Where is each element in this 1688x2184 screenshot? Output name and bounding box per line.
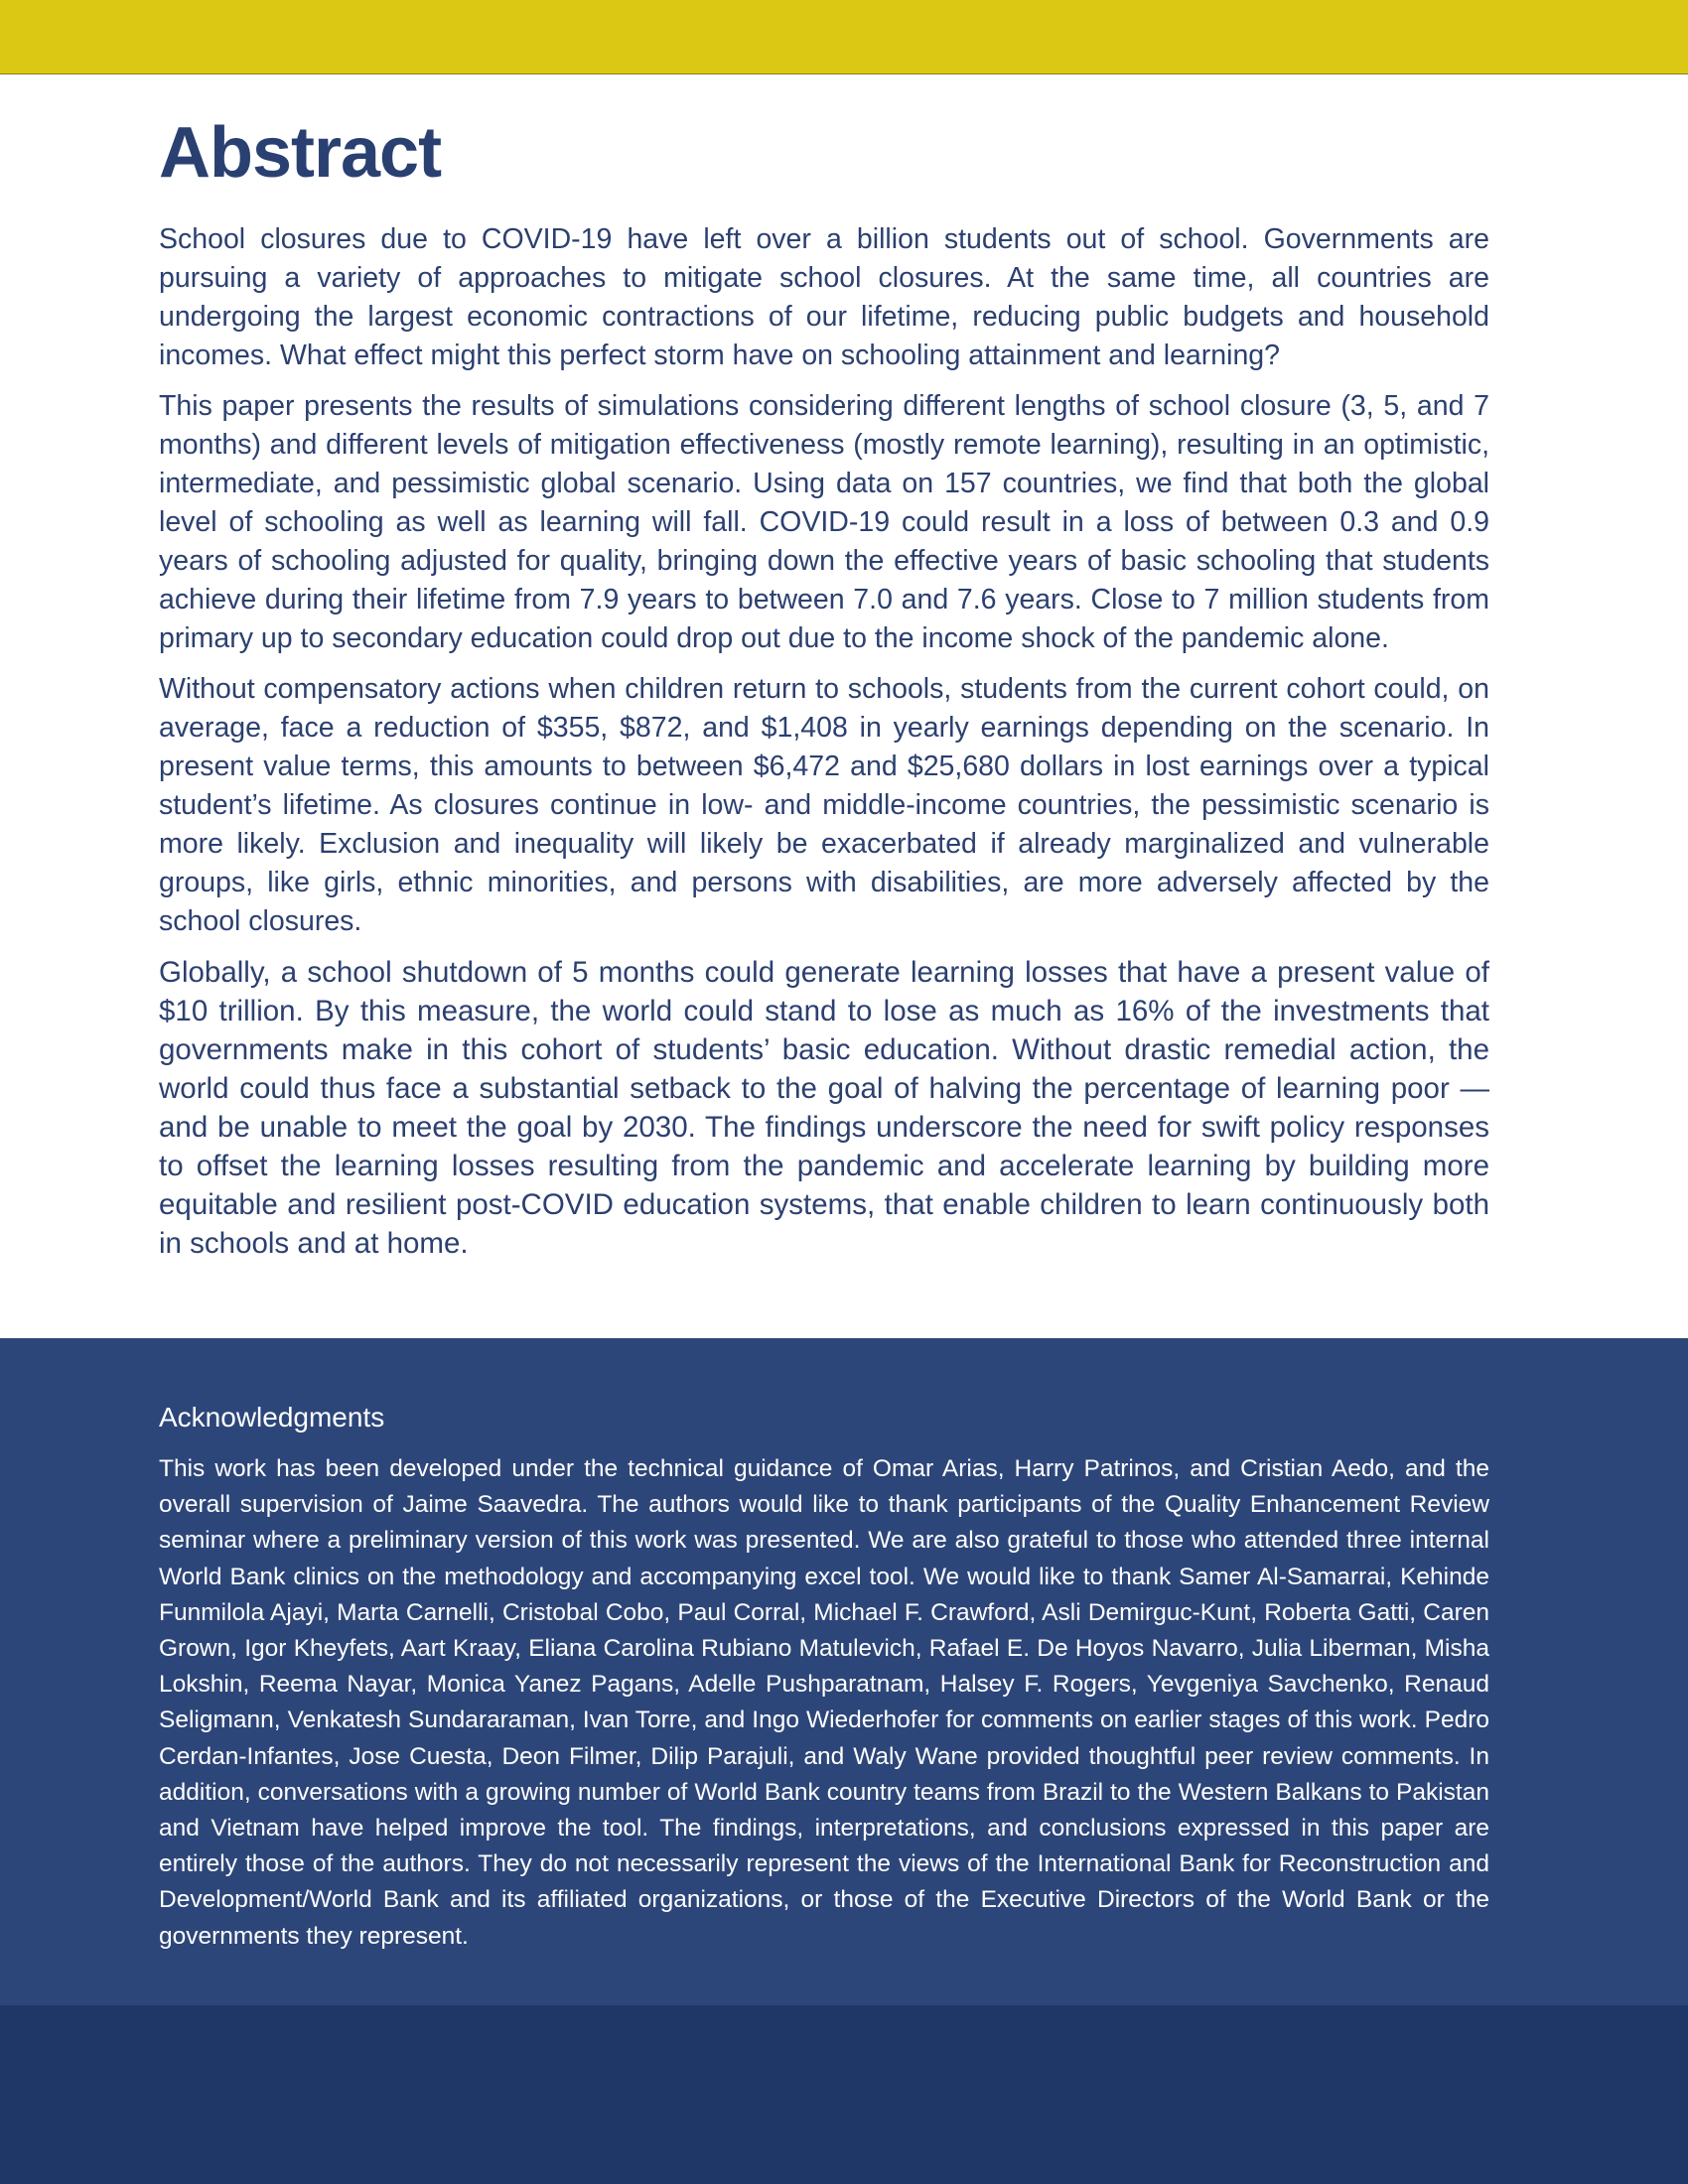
acknowledgments-section [0, 1338, 1688, 2005]
abstract-title: Abstract [159, 113, 442, 193]
abstract-paragraph-4: Globally, a school shutdown of 5 months could generate learning losses that have a present value of $10 trillion. By this measure, the world could stand to lose as much as 16% of the investments that governments make in this cohort of students’ basic education. Without drastic remedial action, the world could thus face a substantial setback to the goal of halving the percentage of learning poor — and be unable to meet the goal by 2030. The findings underscore the need for swift policy responses to offset the learning losses resulting from the pandemic and accelerate learning by building more equitable and resilient post-COVID education systems, that enable children to learn continuously both in schools and at home. [159, 956, 1489, 1260]
abstract-section [159, 111, 1489, 1275]
top-color-band [0, 0, 1688, 74]
abstract-paragraph-3: Without compensatory actions when children return to schools, students from the current cohort could, on average, face a reduction of $355, $872, and $1,408 in yearly earnings depending on the scenario. In present value terms, this amounts to between $6,472 and $25,680 dollars in lost earnings over a typical student’s lifetime. As closures continue in low- and middle-income countries, the pessimistic scenario is more likely. Exclusion and inequality will likely be exacerbated if already marginalized and vulnerable groups, like girls, ethnic minorities, and persons with disabilities, are more adversely affected by the school closures. [159, 673, 1489, 937]
abstract-paragraph-1: School closures due to COVID-19 have left over a billion students out of school. Governments are pursuing a variety of approaches to mitigate school closures. At the same time, all countries are undergoing the largest economic contractions of our lifetime, reducing public budgets and household incomes. What effect might this perfect storm have on schooling attainment and learning? [159, 223, 1489, 371]
acknowledgments-body: This work has been developed under the technical guidance of Omar Arias, Harry Patrinos, and Cristian Aedo, and the overall supervision of Jaime Saavedra. The authors would like to thank participants of the Quality Enhancement Review seminar where a preliminary version of this work was presented. We are also grateful to those who attended three internal World Bank clinics on the methodology and accompanying excel tool. We would like to thank Samer Al-Samarrai, Kehinde Funmilola Ajayi, Marta Carnelli, Cristobal Cobo, Paul Corral, Michael F. Crawford, Asli Demirguc-Kunt, Roberta Gatti, Caren Grown, Igor Kheyfets, Aart Kraay, Eliana Carolina Rubiano Matulevich, Rafael E. De Hoyos Navarro, Julia Liberman, Misha Lokshin, Reema Nayar, Monica Yanez Pagans, Adelle Pushparatnam, Halsey F. Rogers, Yevgeniya Savchenko, Renaud Seligmann, Venkatesh Sundararaman, Ivan Torre, and Ingo Wiederhofer for comments on earlier stages of this work. Pedro Cerdan-Infantes, Jose Cuesta, Deon Filmer, Dilip Parajuli, and Waly Wane provided thoughtful peer review comments. In addition, conversations with a growing number of World Bank country teams from Brazil to the Western Balkans to Pakistan and Vietnam have helped improve the tool. The findings, interpretations, and conclusions expressed in this paper are entirely those of the authors. They do not necessarily represent the views of the International Bank for Reconstruction and Development/World Bank and its affiliated organizations, or those of the Executive Directors of the World Bank or the governments they represent. [159, 1455, 1489, 1950]
abstract-paragraph-2: This paper presents the results of simulations considering different lengths of school closure (3, 5, and 7 months) and different levels of mitigation effectiveness (mostly remote learning), resulting in an optimistic, intermediate, and pessimistic global scenario. Using data on 157 countries, we find that both the global level of schooling as well as learning will fall. COVID-19 could result in a loss of between 0.3 and 0.9 years of schooling adjusted for quality, bringing down the effective years of basic schooling that students achieve during their lifetime from 7.9 years to between 7.0 and 7.6 years. Close to 7 million students from primary up to secondary education could drop out due to the income shock of the pandemic alone. [159, 390, 1489, 654]
acknowledgments-content [159, 1400, 1489, 1955]
acknowledgments-title: Acknowledgments [159, 1402, 385, 1433]
bottom-color-band [0, 2005, 1688, 2184]
